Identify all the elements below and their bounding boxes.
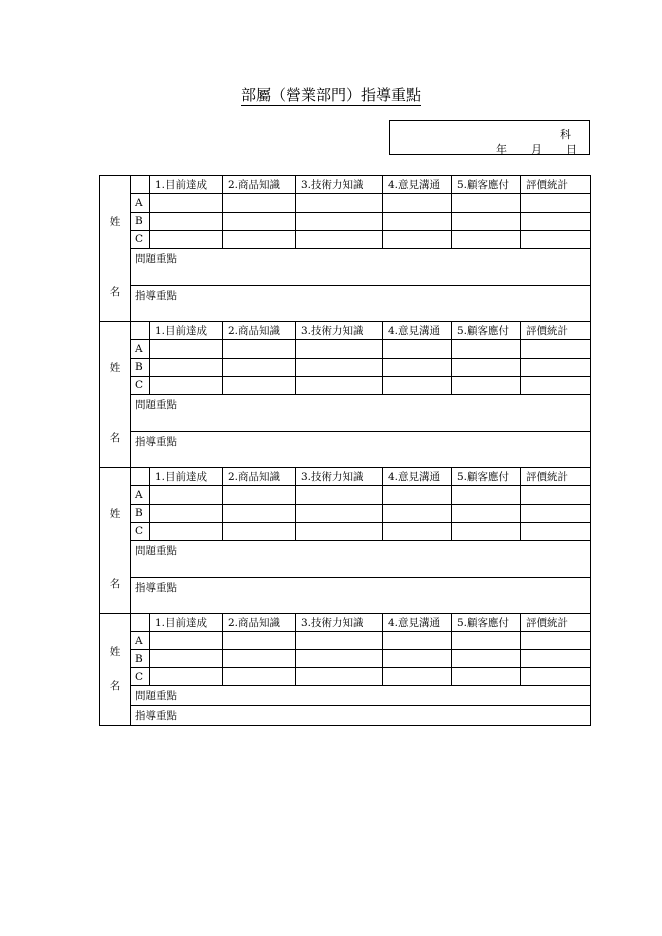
rating-cell[interactable] [521,632,591,650]
department-label: 科 [560,128,571,141]
rating-cell[interactable] [223,504,296,522]
row-label: C [131,230,150,248]
rating-cell[interactable] [521,230,591,248]
rating-cell[interactable] [452,486,521,504]
rating-cell[interactable] [223,340,296,358]
rating-cell[interactable] [452,358,521,376]
rating-cell[interactable] [296,504,383,522]
column-header: 5.顧客應付 [452,176,521,194]
rating-cell[interactable] [296,376,383,394]
blank-corner-cell [131,176,150,194]
rating-cell[interactable] [521,212,591,230]
row-label: C [131,668,150,686]
rating-cell[interactable] [521,358,591,376]
rating-cell[interactable] [521,340,591,358]
problem-field[interactable]: 問題重點 [131,541,591,578]
rating-cell[interactable] [383,632,452,650]
row-label: C [131,376,150,394]
date-box [389,120,590,155]
rating-row [100,522,591,540]
employee-name-cell[interactable] [100,176,131,322]
guidance-row [100,431,591,468]
rating-cell[interactable] [452,650,521,668]
problem-field[interactable]: 問題重點 [131,395,591,432]
rating-cell[interactable] [296,650,383,668]
rating-cell[interactable] [150,230,223,248]
guidance-field[interactable]: 指導重點 [131,577,591,614]
row-label: B [131,358,150,376]
rating-cell[interactable] [223,668,296,686]
rating-cell[interactable] [383,194,452,212]
rating-cell[interactable] [296,668,383,686]
problem-field[interactable]: 問題重點 [131,249,591,286]
rating-cell[interactable] [521,522,591,540]
guidance-field[interactable]: 指導重點 [131,431,591,468]
rating-row [100,376,591,394]
rating-cell[interactable] [150,194,223,212]
rating-cell[interactable] [150,212,223,230]
rating-row [100,358,591,376]
column-header: 5.顧客應付 [452,322,521,340]
rating-cell[interactable] [150,668,223,686]
rating-cell[interactable] [452,632,521,650]
guidance-field[interactable]: 指導重點 [131,706,591,726]
column-header: 1.目前達成 [150,176,223,194]
row-label: C [131,522,150,540]
rating-row [100,230,591,248]
rating-cell[interactable] [296,486,383,504]
rating-cell[interactable] [452,668,521,686]
rating-cell[interactable] [150,650,223,668]
column-header: 評價統計 [521,176,591,194]
column-header: 4.意見溝通 [383,322,452,340]
column-header: 1.目前達成 [150,322,223,340]
name-char-given: 名 [109,432,121,444]
column-header: 2.商品知識 [223,322,296,340]
rating-cell[interactable] [150,376,223,394]
employee-name-cell[interactable] [100,614,131,726]
rating-cell[interactable] [521,194,591,212]
employee-name-cell[interactable] [100,468,131,614]
rating-cell[interactable] [150,632,223,650]
block-header-row [100,614,591,632]
row-label: A [131,486,150,504]
rating-cell[interactable] [383,376,452,394]
rating-cell[interactable] [383,230,452,248]
rating-cell[interactable] [452,504,521,522]
rating-cell[interactable] [296,230,383,248]
column-header: 3.技術力知識 [296,176,383,194]
guidance-row [100,285,591,322]
rating-cell[interactable] [150,358,223,376]
column-header: 評價統計 [521,468,591,486]
row-label: A [131,194,150,212]
rating-cell[interactable] [383,486,452,504]
rating-cell[interactable] [296,632,383,650]
column-header: 評價統計 [521,322,591,340]
name-char-given: 名 [109,286,121,298]
rating-cell[interactable] [521,504,591,522]
column-header: 5.顧客應付 [452,614,521,632]
rating-cell[interactable] [223,358,296,376]
rating-cell[interactable] [521,668,591,686]
blank-corner-cell [131,614,150,632]
rating-cell[interactable] [150,486,223,504]
rating-cell[interactable] [383,522,452,540]
rating-row [100,212,591,230]
column-header: 1.目前達成 [150,468,223,486]
rating-cell[interactable] [223,486,296,504]
rating-cell[interactable] [223,230,296,248]
name-char-given: 名 [109,680,121,692]
guidance-row [100,706,591,726]
problem-row [100,541,591,578]
column-header: 評價統計 [521,614,591,632]
year-label: 年 [496,143,507,156]
rating-cell[interactable] [296,340,383,358]
row-label: B [131,650,150,668]
rating-cell[interactable] [150,340,223,358]
rating-cell[interactable] [296,194,383,212]
rating-cell[interactable] [452,194,521,212]
column-header: 2.商品知識 [223,614,296,632]
rating-cell[interactable] [383,212,452,230]
day-label: 日 [566,143,577,156]
rating-cell[interactable] [452,340,521,358]
rating-cell[interactable] [150,504,223,522]
rating-cell[interactable] [383,668,452,686]
column-header: 4.意見溝通 [383,176,452,194]
rating-row [100,504,591,522]
employee-name-cell[interactable] [100,322,131,468]
rating-cell[interactable] [383,650,452,668]
rating-row [100,194,591,212]
rating-cell[interactable] [383,504,452,522]
name-char-surname: 姓 [109,362,121,374]
block-header-row [100,176,591,194]
row-label: B [131,212,150,230]
column-header: 3.技術力知識 [296,614,383,632]
rating-cell[interactable] [223,194,296,212]
name-char-surname: 姓 [109,216,121,228]
row-label: B [131,504,150,522]
rating-cell[interactable] [150,522,223,540]
guidance-field[interactable]: 指導重點 [131,285,591,322]
rating-cell[interactable] [296,358,383,376]
rating-row [100,340,591,358]
column-header: 4.意見溝通 [383,614,452,632]
rating-cell[interactable] [383,358,452,376]
rating-row [100,632,591,650]
row-label: A [131,632,150,650]
column-header: 3.技術力知識 [296,468,383,486]
column-header: 5.顧客應付 [452,468,521,486]
rating-cell[interactable] [452,212,521,230]
page-title: 部屬（營業部門）指導重點 [240,86,421,104]
problem-row [100,395,591,432]
rating-cell[interactable] [223,522,296,540]
block-header-row [100,322,591,340]
name-char-surname: 姓 [109,508,121,520]
column-header: 2.商品知識 [223,176,296,194]
column-header: 3.技術力知識 [296,322,383,340]
column-header: 1.目前達成 [150,614,223,632]
guidance-row [100,577,591,614]
rating-cell[interactable] [223,632,296,650]
rating-cell[interactable] [452,230,521,248]
rating-cell[interactable] [452,376,521,394]
rating-cell[interactable] [383,340,452,358]
rating-cell[interactable] [296,212,383,230]
column-header: 4.意見溝通 [383,468,452,486]
rating-cell[interactable] [223,650,296,668]
rating-cell[interactable] [296,522,383,540]
rating-row [100,668,591,686]
row-label: A [131,340,150,358]
rating-cell[interactable] [223,212,296,230]
rating-cell[interactable] [521,486,591,504]
guidance-table [99,175,591,726]
rating-cell[interactable] [521,376,591,394]
rating-cell[interactable] [223,376,296,394]
problem-row [100,686,591,706]
blank-corner-cell [131,468,150,486]
column-header: 2.商品知識 [223,468,296,486]
name-char-given: 名 [109,578,121,590]
rating-cell[interactable] [521,650,591,668]
rating-cell[interactable] [452,522,521,540]
date-line [496,141,577,157]
name-char-surname: 姓 [109,646,121,658]
problem-field[interactable]: 問題重點 [131,686,591,706]
block-header-row [100,468,591,486]
month-label: 月 [531,143,542,156]
problem-row [100,249,591,286]
blank-corner-cell [131,322,150,340]
rating-row [100,486,591,504]
rating-row [100,650,591,668]
